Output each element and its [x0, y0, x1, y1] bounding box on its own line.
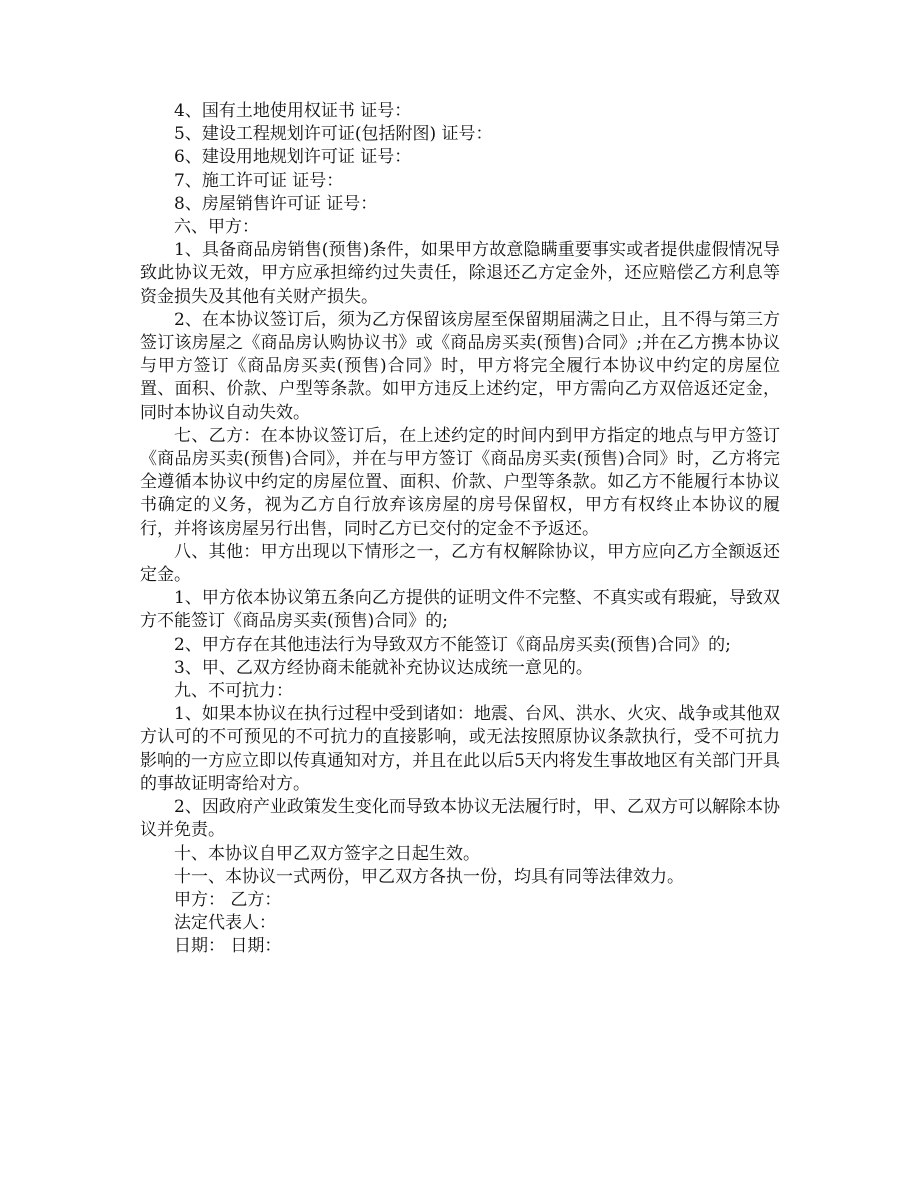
contract-body — [140, 100, 780, 959]
section-heading-force-majeure: 九、不可抗力： — [174, 681, 293, 702]
section-party-b: 七、乙方：在本协议签订后，在上述约定的时间内到甲方指定的地点与甲方签订《商品房买卖(预售)合同》，并在与甲方签订《商品房买卖(预售)合同》时，乙方将完全遵循本协议中约定的房屋位置、面积、价款、户型等条款。如乙方不能履行本协议书确定的义务，视为乙方自行放弃该房屋的房号保留权，甲方有权终止本协议的履行，并将该房屋另行出售，同时乙方已交付的定金不予返还。 — [140, 425, 780, 539]
section-heading-other: 八、其他：甲方出现以下情形之一，乙方有权解除协议，甲方应向乙方全额返还定金。 — [140, 541, 780, 586]
other-clause-2: 2、甲方存在其他违法行为导致双方不能签订《商品房买卖(预售)合同》的; — [174, 634, 731, 655]
signature-parties: 甲方： 乙方： — [174, 889, 282, 910]
section-effective-date: 十、本协议自甲乙双方签字之日起生效。 — [174, 843, 480, 864]
other-clause-1: 1、甲方依本协议第五条向乙方提供的证明文件不完整、不真实或有瑕疵，导致双方不能签订《商品房买卖(预售)合同》的; — [140, 588, 780, 632]
clause-land-planning-permit: 6、建设用地规划许可证 证号： — [174, 147, 412, 168]
signature-legal-representative: 法定代表人： — [174, 913, 276, 934]
section-heading-party-a: 六、甲方： — [174, 217, 259, 238]
clause-land-use-certificate: 4、国有土地使用权证书 证号： — [174, 101, 412, 121]
clause-construction-permit: 7、施工许可证 证号： — [174, 170, 344, 191]
other-clause-3: 3、甲、乙双方经协商未能就补充协议达成统一意见的。 — [174, 657, 593, 678]
force-majeure-clause-1: 1、如果本协议在执行过程中受到诸如：地震、台风、洪水、火灾、战争或其他双方认可的不可预见的不可抗力的直接影响，或无法按照原协议条款执行，受不可抗力影响的一方应立即以传真通知对方，并且在此以后5天内将发生事故地区有关部门开具的事故证明寄给对方。 — [140, 704, 780, 794]
party-a-clause-1: 1、具备商品房销售(预售)条件，如果甲方故意隐瞒重要事实或者提供虚假情况导致此协议无效，甲方应承担缔约过失责任，除退还乙方定金外，还应赔偿乙方利息等资金损失及其他有关财产损失。 — [140, 240, 780, 307]
section-copies: 十一、本协议一式两份，甲乙双方各执一份，均具有同等法律效力。 — [174, 866, 684, 887]
signature-dates: 日期： 日期： — [174, 936, 282, 957]
party-a-clause-2: 2、在本协议签订后，须为乙方保留该房屋至保留期届满之日止，且不得与第三方签订该房屋之《商品房认购协议书》或《商品房买卖(预售)合同》;并在乙方携本协议与甲方签订《商品房买卖(预售)合同》时，甲方将完全履行本协议中约定的房屋位置、面积、价款、户型等条款。如甲方违反上述约定，甲方需向乙方双倍返还定金，同时本协议自动失效。 — [140, 309, 780, 423]
force-majeure-clause-2: 2、因政府产业政策发生变化而导致本协议无法履行时，甲、乙双方可以解除本协议并免责。 — [140, 797, 780, 841]
clause-construction-planning-permit: 5、建设工程规划许可证(包括附图) 证号： — [174, 124, 493, 145]
clause-sales-permit: 8、房屋销售许可证 证号： — [174, 193, 378, 214]
